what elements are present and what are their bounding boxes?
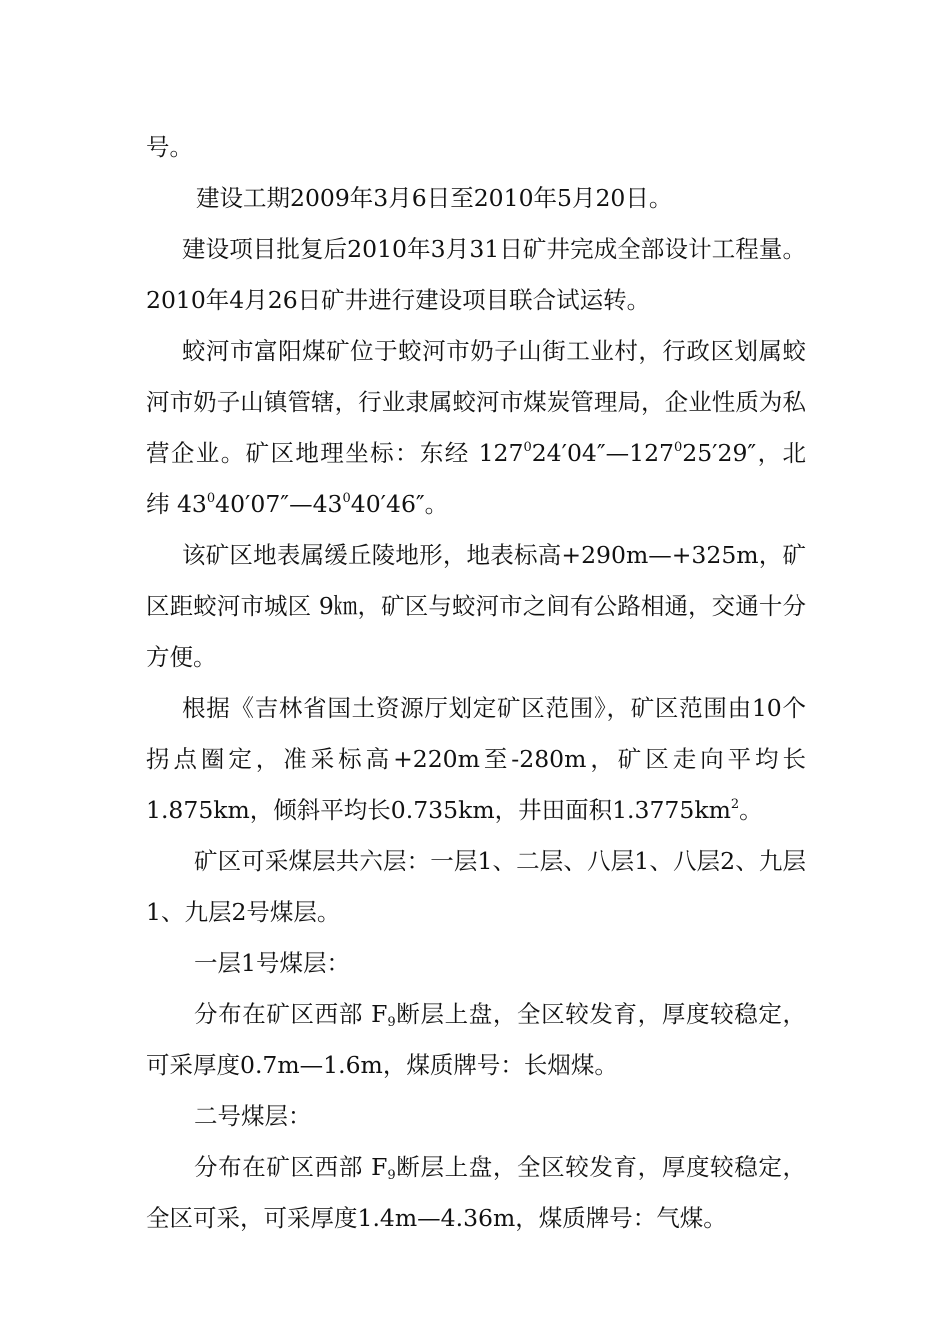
- degree-mark: 0: [342, 491, 351, 506]
- location-text-c: 25′29″，北纬 43: [146, 439, 807, 518]
- mining-area-text-a: 根据《吉林省国土资源厅划定矿区范围》，矿区范围由10个拐点圈定，准采标高+220m至-280m，矿区走向平均长1.875km，倾斜平均长0.735km，井田面积1.3775km: [146, 694, 806, 824]
- paragraph-seam-2: [146, 1142, 806, 1244]
- fault-subscript: 9: [387, 1015, 396, 1030]
- heading-seam-1-1: 一层1号煤层：: [194, 949, 350, 977]
- location-text-e: 40′46″。: [350, 490, 449, 518]
- location-text-d: 40′07″—43: [215, 490, 343, 518]
- fault-subscript: 9: [387, 1168, 396, 1183]
- degree-mark: 0: [674, 440, 683, 455]
- seam-1-1-text-b: 断层上盘，全区较发育，厚度较稳定，可采厚度0.7m—1.6m，煤质牌号：长烟煤。: [146, 1000, 807, 1079]
- degree-mark: 0: [523, 440, 532, 455]
- document-page: [146, 122, 806, 1244]
- paragraph-mining-area: [146, 683, 806, 836]
- area-unit-superscript: 2: [730, 797, 740, 812]
- paragraph-mine-location: [146, 326, 806, 530]
- location-text-a: 蛟河市富阳煤矿位于蛟河市奶子山街工业村，行政区划属蛟河市奶子山镇管辖，行业隶属蛟河市煤炭管理局，企业性质为私营企业。矿区地理坐标：东经 127: [146, 337, 806, 467]
- degree-mark: 0: [206, 491, 216, 506]
- paragraph-coal-seams: 矿区可采煤层共六层：一层1、二层、八层1、八层2、九层1、九层2号煤层。: [146, 847, 806, 926]
- paragraph-terrain: 该矿区地表属缓丘陵地形，地表标高+290m—+325m，矿区距蛟河市城区 9㎞，矿区与蛟河市之间有公路相通，交通十分方便。: [146, 541, 806, 671]
- location-text-b: 24′04″—127: [531, 439, 674, 467]
- paragraph-construction-period: 建设工期2009年3月6日至2010年5月20日。: [196, 184, 673, 212]
- seam-2-text-b: 断层上盘，全区较发育，厚度较稳定，全区可采，可采厚度1.4m—4.36m，煤质牌号：气煤。: [146, 1153, 807, 1232]
- paragraph-project-approval: 建设项目批复后2010年3月31日矿井完成全部设计工程量。2010年4月26日矿井进行建设项目联合试运转。: [146, 235, 806, 314]
- mining-area-text-b: 。: [739, 796, 763, 824]
- heading-seam-2: 二号煤层：: [194, 1102, 312, 1130]
- paragraph-seam-1-1: [146, 989, 806, 1091]
- paragraph-continuation: 号。: [146, 133, 193, 161]
- seam-1-1-text-a: 分布在矿区西部 F: [194, 1000, 388, 1028]
- seam-2-text-a: 分布在矿区西部 F: [194, 1153, 388, 1181]
